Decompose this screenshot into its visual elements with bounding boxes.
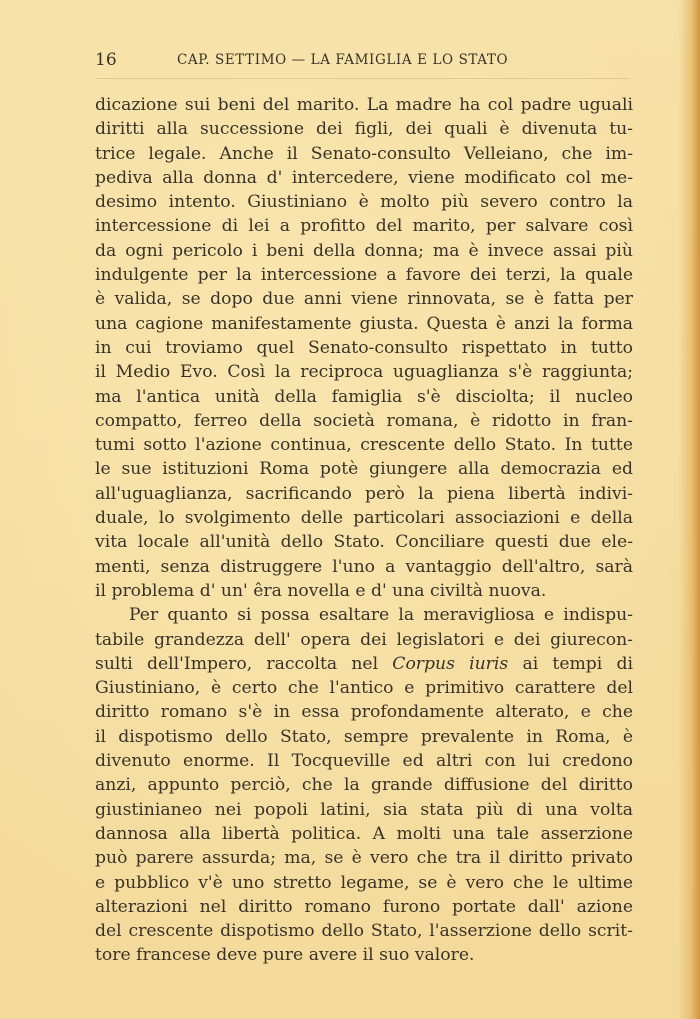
text-span: ai tempi di: [508, 653, 633, 674]
running-head: CAP. SETTIMO — LA FAMIGLIA E LO STATO: [177, 52, 509, 68]
text-line: anzi, appunto perciò, che la grande diffusione del diritto: [95, 775, 633, 796]
text-line: all'uguaglianza, sacrificando però la piena libertà indivi-: [95, 483, 633, 504]
text-line: una cagione manifestamente giusta. Questa è anzi la forma: [95, 313, 633, 334]
text-span: sulti dell'Impero, raccolta nel: [95, 653, 393, 674]
text-line: intercessione di lei a profitto del marito, per salvare così: [95, 216, 633, 237]
text-line: Giustiniano, è certo che l'antico e primitivo carattere del: [95, 678, 633, 699]
text-line: indulgente per la intercessione a favore dei terzi, la quale: [95, 265, 633, 286]
text-line: in cui troviamo quel Senato-consulto rispettato in tutto: [95, 337, 633, 358]
text-line: diritto romano s'è in essa profondamente alterato, e che: [95, 702, 633, 723]
text-line: desimo intento. Giustiniano è molto più severo contro la: [95, 192, 633, 213]
text-line: il Medio Evo. Così la reciproca uguaglianza s'è raggiunta;: [95, 362, 633, 383]
text-line: da ogni pericolo i beni della donna; ma è invece assai più: [95, 240, 633, 261]
text-line: è valida, se dopo due anni viene rinnovata, se è fatta per: [95, 289, 633, 310]
text-line: tumi sotto l'azione continua, crescente dello Stato. In tutte: [95, 435, 633, 456]
text-line: pediva alla donna d' intercedere, viene modificato col me-: [95, 167, 633, 188]
body-text: [95, 93, 633, 968]
text-line: dannosa alla libertà politica. A molti una tale asserzione: [95, 823, 633, 844]
text-line: diritti alla successione dei figli, dei quali è divenuta tu-: [95, 119, 633, 140]
text-line: del crescente dispotismo dello Stato, l'asserzione dello scrit-: [95, 921, 633, 942]
header-divider: [95, 78, 630, 79]
text-line: le sue istituzioni Roma potè giungere alla democrazia ed: [95, 459, 633, 480]
text-line: tore francese deve pure avere il suo valore.: [95, 945, 475, 966]
text-line: trice legale. Anche il Senato-consulto Velleiano, che im-: [95, 143, 633, 164]
text-line: dicazione sui beni del marito. La madre ha col padre uguali: [95, 95, 633, 115]
work-title-italic: Corpus iuris: [392, 653, 509, 674]
text-line: il dispotismo dello Stato, sempre prevalente in Roma, è: [95, 726, 633, 747]
text-line: alterazioni nel diritto romano furono portate dall' azione: [95, 896, 633, 917]
page-number: 16: [95, 50, 117, 70]
text-line: ma l'antica unità della famiglia s'è disciolta; il nucleo: [95, 386, 633, 407]
text-line: vita locale all'unità dello Stato. Conciliare questi due ele-: [95, 532, 633, 553]
text-line: compatto, ferreo della società romana, è ridotto in fran-: [95, 410, 633, 431]
text-line: duale, lo svolgimento delle particolari associazioni e della: [95, 508, 633, 529]
paragraph-2: [95, 603, 633, 967]
page-header: [95, 50, 630, 70]
text-line: può parere assurda; ma, se è vero che tra il diritto privato: [95, 848, 633, 869]
text-line: Per quanto si possa esaltare la meravigliosa e indispu-: [129, 605, 633, 626]
text-line-with-citation: [95, 652, 633, 676]
text-line: giustinianeo nei popoli latini, sia stata più di una volta: [95, 799, 633, 820]
text-line: tabile grandezza dell' opera dei legislatori e dei giurecon-: [95, 629, 633, 650]
text-line: e pubblico v'è uno stretto legame, se è vero che le ultime: [95, 872, 633, 893]
text-line: divenuto enorme. Il Tocqueville ed altri con lui credono: [95, 751, 633, 772]
page-edge-shadow: [678, 0, 700, 1019]
text-line: menti, senza distruggere l'uno a vantaggio dell'altro, sarà: [95, 556, 633, 577]
paragraph-1: [95, 93, 633, 603]
text-line: il problema d' un' êra novella e d' una civiltà nuova.: [95, 580, 547, 601]
